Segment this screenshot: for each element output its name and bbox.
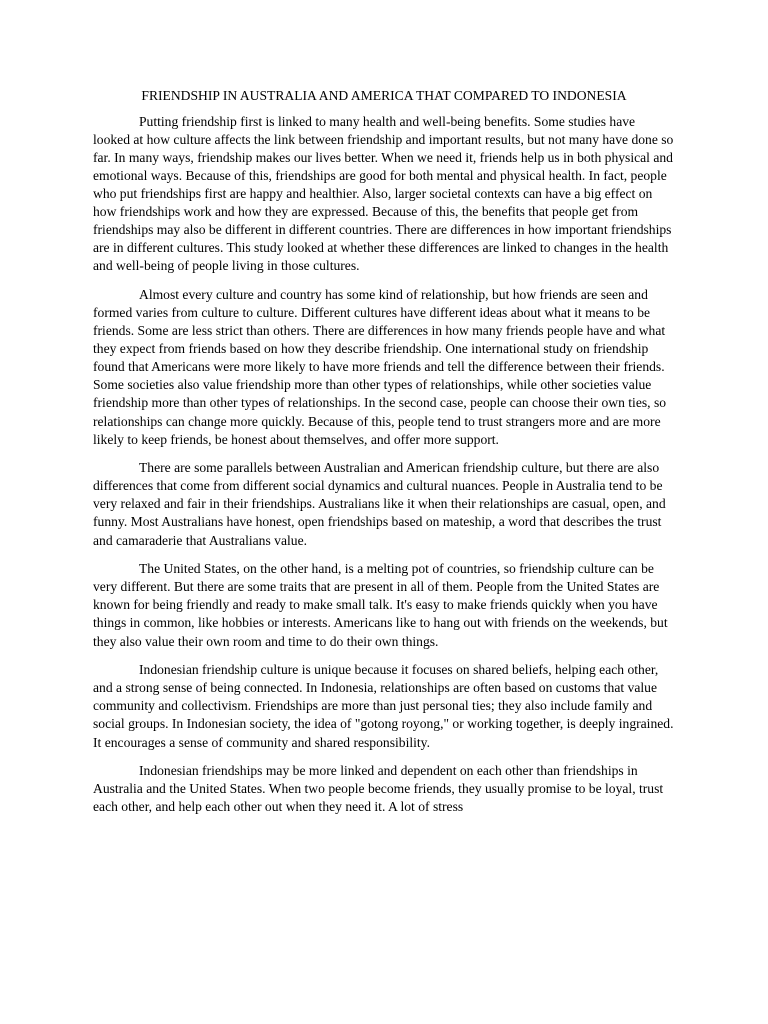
- paragraph-australia: There are some parallels between Australian and American friendship culture, but there are also differences that come from different social dynamics and cultural nuances. People in Australia tend to be very relaxed and fair in their friendships. Australians like it when their relationships are casual, open, and funny. Most Australians have honest, open friendships based on mateship, a word that describes the trust and camaraderie that Australians value.: [93, 460, 666, 548]
- paragraph-indonesia: Indonesian friendship culture is unique because it focuses on shared beliefs, helping each other, and a strong sense of being connected. In Indonesia, relationships are often based on customs that value community and collectivism. Friendships are more than just personal ties; they also include family and social groups. In Indonesian society, the idea of "gotong royong," or working together, is deeply ingrained. It encourages a sense of community and shared responsibility.: [93, 662, 674, 750]
- document-title: FRIENDSHIP IN AUSTRALIA AND AMERICA THAT COMPARED TO INDONESIA: [141, 88, 627, 103]
- document-body: [93, 87, 675, 827]
- paragraph-health-benefits: Putting friendship first is linked to many health and well-being benefits. Some studies have looked at how culture affects the link between friendship and important results, but not many have done so far. In many ways, friendship makes our lives better. When we need it, friends help us in both physical and emotional ways. Because of this, friendships are good for both mental and physical health. In fact, people who put friendships first are happy and healthier. Also, larger societal contexts can have a big effect on how friendships work and how they are expressed. Because of this, the benefits that people get from friendships may also be different in different countries. There are differences in how important friendships are in different cultures. This study looked at whether these differences are linked to changes in the health and well-being of people living in those cultures.: [93, 113, 674, 274]
- paragraph-united-states: The United States, on the other hand, is a melting pot of countries, so friendship culture can be very different. But there are some traits that are present in all of them. People from the United States are known for being friendly and ready to make small talk. It's easy to make friends quickly when you have things in common, like hobbies or interests. Americans like to hang out with friends on the weekends, but they also value their own room and time to do their own things.: [93, 561, 668, 649]
- paragraph-cultural-variation: Almost every culture and country has some kind of relationship, but how friends are seen and formed varies from culture to culture. Different cultures have different ideas about what it means to be friends. Some are less strict than others. There are differences in how many friends people have and what they expect from friends based on how they describe friendship. One international study on friendship found that Americans were more likely to have more friends and tell the difference between their friends. Some societies also value friendship more than other types of relationships, while other societies value friendship more than other types of relationships. In the second case, people can choose their own ties, so relationships can change more quickly. Because of this, people tend to trust strangers more and are more likely to keep friends, be honest about themselves, and offer more support.: [93, 286, 667, 447]
- paragraph-comparison: Indonesian friendships may be more linked and dependent on each other than friendships in Australia and the United States. When two people become friends, they usually promise to be loyal, trust each other, and help each other out when they need it. A lot of stress: [93, 763, 664, 815]
